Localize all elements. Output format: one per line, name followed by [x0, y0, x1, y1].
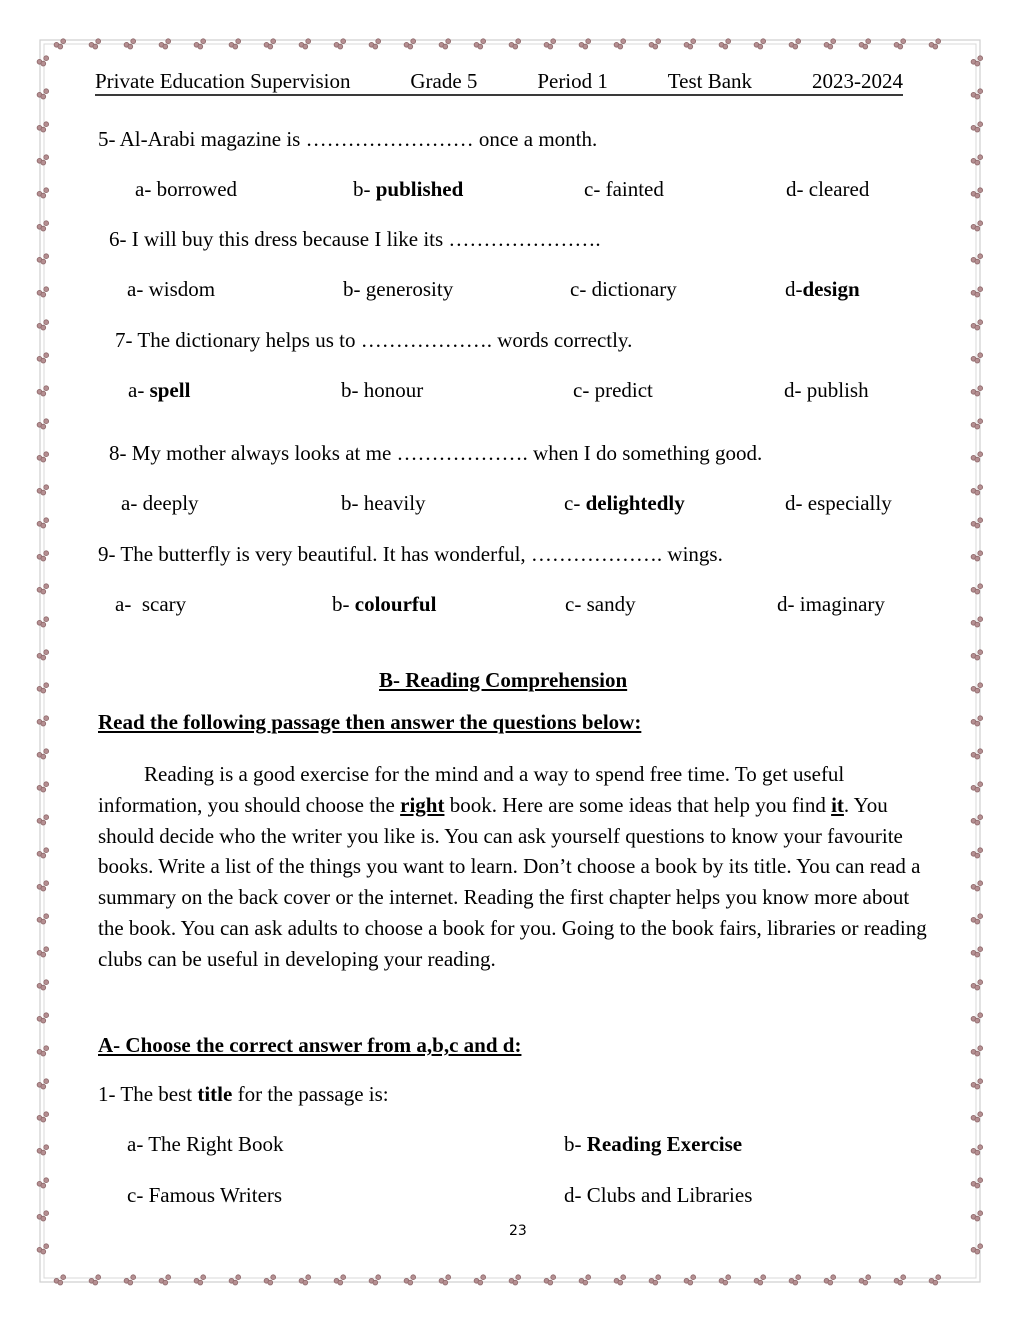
passage-underlined-word-right: right — [400, 792, 445, 817]
q5-option-b[interactable] — [353, 177, 463, 201]
option-text-correct: published — [375, 177, 464, 201]
option-text: fainted — [605, 177, 664, 201]
option-text: deeply — [142, 491, 199, 515]
question-5-stem: 5- Al-Arabi magazine is …………………… once a month. — [98, 127, 598, 151]
option-text: wisdom — [148, 277, 216, 301]
header-organization: Private Education Supervision — [95, 69, 351, 93]
q8-option-d[interactable] — [785, 491, 892, 515]
option-letter: a- — [128, 378, 150, 402]
option-letter: b- — [564, 1132, 587, 1156]
header-grade: Grade 5 — [410, 69, 478, 93]
option-letter: a- — [127, 1132, 149, 1156]
option-letter: b- — [341, 378, 364, 402]
option-letter: b- — [353, 177, 376, 201]
option-letter: a- — [127, 277, 149, 301]
option-text: Clubs and Libraries — [586, 1183, 753, 1207]
q7-option-c[interactable] — [573, 378, 653, 402]
stem-bold-keyword: title — [197, 1082, 233, 1106]
option-letter: d- — [785, 277, 803, 301]
option-text: Famous Writers — [148, 1183, 283, 1207]
q7-option-d[interactable] — [784, 378, 869, 402]
option-text-correct: delightedly — [585, 491, 685, 515]
rq1-option-c[interactable] — [127, 1183, 282, 1207]
header-test-type: Test Bank — [667, 69, 753, 93]
option-text: predict — [594, 378, 653, 402]
rq1-option-d[interactable] — [564, 1183, 752, 1207]
question-6-stem: 6- I will buy this dress because I like its …………………. — [109, 227, 601, 251]
q9-option-a[interactable] — [115, 592, 186, 616]
passage-text: book. Here are some ideas that help you find — [444, 792, 832, 817]
option-text: scary — [141, 592, 187, 616]
option-letter: a- — [135, 177, 157, 201]
stem-text: 1- The best — [98, 1082, 198, 1106]
option-letter: b- — [332, 592, 355, 616]
q9-option-b[interactable] — [332, 592, 436, 616]
option-letter: d- — [785, 491, 808, 515]
rq1-option-a[interactable] — [127, 1132, 284, 1156]
q5-option-a[interactable] — [135, 177, 237, 201]
header-period: Period 1 — [537, 69, 608, 93]
stem-text: for the passage is: — [232, 1082, 389, 1106]
rq1-option-b[interactable] — [564, 1132, 742, 1156]
q6-option-c[interactable] — [570, 277, 677, 301]
option-letter: c- — [127, 1183, 149, 1207]
option-letter: c- — [573, 378, 595, 402]
option-letter: d- — [777, 592, 800, 616]
option-letter: b- — [341, 491, 364, 515]
option-letter: c- — [584, 177, 606, 201]
option-text-correct: spell — [149, 378, 191, 402]
question-7-stem: 7- The dictionary helps us to ………………. words correctly. — [115, 328, 633, 352]
reading-passage — [98, 759, 936, 975]
option-letter: b- — [343, 277, 366, 301]
reading-instruction: Read the following passage then answer the questions below: — [98, 710, 642, 734]
option-text: especially — [807, 491, 892, 515]
reading-question-1-stem — [98, 1082, 389, 1106]
q8-option-b[interactable] — [341, 491, 426, 515]
option-text: publish — [806, 378, 869, 402]
option-text: The Right Book — [148, 1132, 284, 1156]
q6-option-a[interactable] — [127, 277, 215, 301]
option-letter: d- — [786, 177, 809, 201]
page-header — [95, 68, 903, 96]
q8-option-a[interactable] — [121, 491, 199, 515]
passage-text: . You should decide who the writer you like is. You can ask yourself questions to know your favourite books. Write a list of the things you want to learn. Don’t choose a book by its title. You can read a summary on the back cover or the internet. Reading the first chapter helps you know more about the book. You can ask adults to choose a book for you. Going to the book fairs, libraries or reading clubs can be useful in developing your reading. — [98, 792, 927, 971]
option-letter: c- — [564, 491, 586, 515]
option-letter: c- — [565, 592, 587, 616]
option-text: honour — [363, 378, 424, 402]
passage-text: Reading is a good exercise for the mind and a way to spend free time. To get useful information, you should choose the — [98, 762, 845, 817]
passage-underlined-word-it: it — [831, 792, 844, 817]
q7-option-a[interactable] — [128, 378, 190, 402]
option-text-correct: design — [802, 277, 860, 301]
option-text: cleared — [808, 177, 870, 201]
subsection-title-choose-answer: A- Choose the correct answer from a,b,c and d: — [98, 1033, 522, 1057]
option-text: generosity — [365, 277, 454, 301]
page-number: 23 — [509, 1223, 527, 1239]
q5-option-d[interactable] — [786, 177, 869, 201]
q5-option-c[interactable] — [584, 177, 664, 201]
option-text: imaginary — [799, 592, 885, 616]
section-title-reading-comprehension: B- Reading Comprehension — [379, 668, 628, 692]
option-letter: d- — [564, 1183, 587, 1207]
option-letter: c- — [570, 277, 592, 301]
question-8-stem: 8- My mother always looks at me ………………. when I do something good. — [109, 441, 763, 465]
q8-option-c[interactable] — [564, 491, 685, 515]
option-text-correct: Reading Exercise — [586, 1132, 743, 1156]
option-text: dictionary — [591, 277, 677, 301]
option-text-correct: colourful — [354, 592, 437, 616]
q9-option-d[interactable] — [777, 592, 885, 616]
q7-option-b[interactable] — [341, 378, 423, 402]
q9-option-c[interactable] — [565, 592, 636, 616]
q6-option-b[interactable] — [343, 277, 453, 301]
option-letter: d- — [784, 378, 807, 402]
question-9-stem: 9- The butterfly is very beautiful. It has wonderful, ………………. wings. — [98, 542, 723, 566]
header-year: 2023-2024 — [811, 69, 903, 93]
option-letter: a- — [115, 592, 142, 616]
option-letter: a- — [121, 491, 143, 515]
option-text: borrowed — [156, 177, 238, 201]
option-text: heavily — [363, 491, 426, 515]
q6-option-d[interactable] — [785, 277, 860, 301]
option-text: sandy — [586, 592, 636, 616]
